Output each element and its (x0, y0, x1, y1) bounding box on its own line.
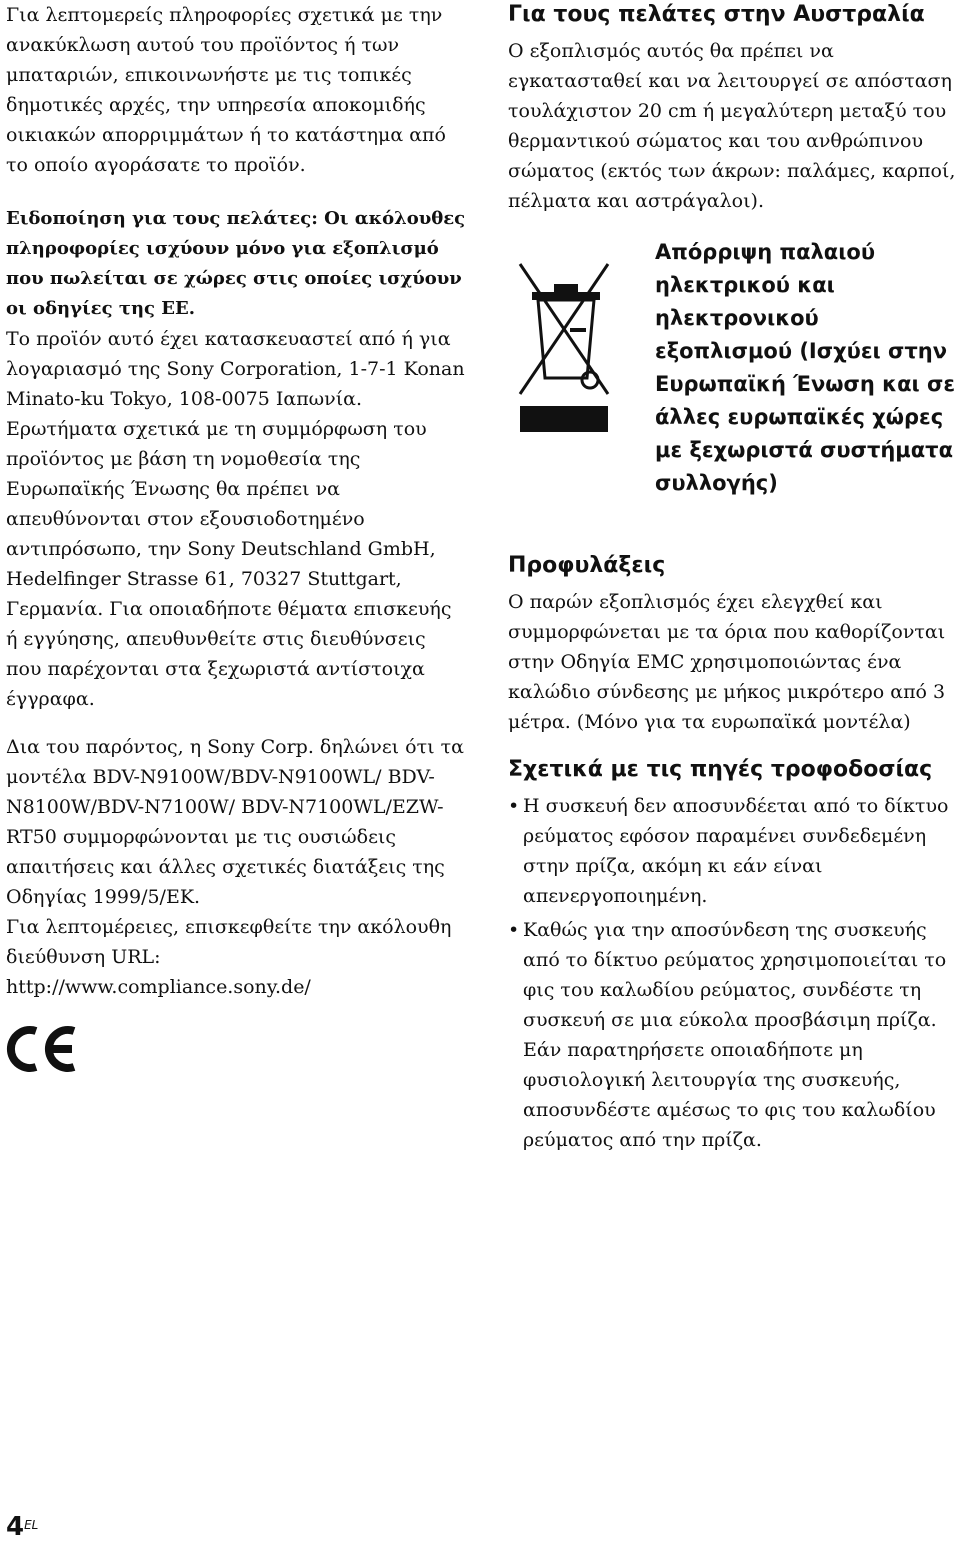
power-bullet-list (508, 791, 960, 1155)
power-bullet-1: • Η συσκευή δεν αποσυνδέεται από το δίκτυο ρεύματος εφόσον παραμένει συνδεδεμένη στην πρίζα, ακόμη κι εάν είναι απενεργοποιημένη. (508, 791, 960, 911)
australia-heading: Για τους πελάτες στην Αυστραλία (508, 2, 925, 27)
details-paragraph: Για λεπτομέρειες, επισκεφθείτε την ακόλουθη διεύθυνση URL: (6, 916, 452, 968)
declaration-paragraph: Δια του παρόντος, η Sony Corp. δηλώνει ότι τα μοντέλα BDV-N9100W/BDV-N9100WL/ BDV-N8100W/BDV-N7100W/ BDV-N7100WL/EZW-RT50 συμμορφώνονται με τις ουσιώδεις απαιτήσεις και άλλες σχετικές διατάξεις της Οδηγίας 1999/5/ΕΚ. (6, 736, 464, 908)
weee-title: Απόρριψη παλαιού ηλεκτρικού και ηλεκτρονικού εξοπλισμού (Ισχύει στην Ευρωπαϊκή Ένωση και σε άλλες ευρωπαϊκές χώρες με ξεχωριστά συστήματα συλλογής) (655, 240, 956, 495)
manufacturer-paragraph: Το προϊόν αυτό έχει κατασκευαστεί από ή για λογαριασμό της Sony Corporation, 1-7-1 Konan Minato-ku Tokyo, 108-0075 Ιαπωνία. Ερωτήματα σχετικά με τη συμμόρφωση του προϊόντος με βάση τη νομοθεσία της Ευρωπαϊκής Ένωσης θα πρέπει να απευθύνονται στον εξουσιοδοτημένο αντιπρόσωπο, την Sony Deutschland GmbH, Hedelfinger Strasse 61, 70327 Stuttgart, Γερμανία. Για οποιαδήποτε θέματα επισκευής ή εγγύησης, απευθυνθείτε στις διευθύνσεις που παρέχονται στα ξεχωριστά αντίστοιχα έγγραφα. (6, 328, 465, 710)
precautions-text: Ο παρών εξοπλισμός έχει ελεγχθεί και συμμορφώνεται με τα όρια που καθορίζονται στην Οδηγία EMC χρησιμοποιώντας ένα καλώδιο σύνδεσης με μήκος μικρότερο από 3 μέτρα. (Μόνο για τα ευρωπαϊκά μοντέλα) (508, 591, 946, 733)
australia-text: Ο εξοπλισμός αυτός θα πρέπει να εγκατασταθεί και να λειτουργεί σε απόσταση τουλάχιστον 20 cm ή μεγαλύτερη μεταξύ του θερμαντικού σώματος και του ανθρώπινου σώματος (εκτός των άκρων: παλάμες, καρποί, πέλματα και αστράγαλοι). (508, 40, 956, 212)
crossed-out-wheelie-bin-icon (516, 258, 616, 440)
recycling-paragraph: Για λεπτομερείς πληροφορίες σχετικά με την ανακύκλωση αυτού του προϊόντος ή των μπαταριών, επικοινωνήστε με τις τοπικές δημοτικές αρχές, την υπηρεσία αποκομιδής οικιακών απορριμμάτων ή το κατάστημα από το οποίο αγοράσατε το προϊόν. (6, 4, 446, 176)
precautions-heading: Προφυλάξεις (508, 553, 666, 578)
left-column (6, 0, 466, 1074)
page-language-suffix: EL (24, 1518, 39, 1532)
page-number (6, 1512, 38, 1542)
weee-section (508, 236, 960, 536)
power-heading: Σχετικά με τις πηγές τροφοδοσίας (508, 757, 933, 782)
compliance-url: http://www.compliance.sony.de/ (6, 976, 311, 998)
right-column (508, 0, 960, 1155)
page-number-value: 4 (6, 1512, 25, 1542)
eu-notice: Ειδοποίηση για τους πελάτες: Οι ακόλουθες πληροφορίες ισχύουν μόνο για εξοπλισμό που πωλείται σε χώρες στις οποίες ισχύουν οι οδηγίες της ΕΕ. (6, 208, 466, 319)
power-bullet-2: • Καθώς για την αποσύνδεση της συσκευής από το δίκτυο ρεύματος χρησιμοποιείται το φις του καλωδίου ρεύματος, συνδέστε τη συσκευή σε μια εύκολα προσβάσιμη πρίζα. Εάν παρατηρήσετε οποιαδήποτε μη φυσιολογική λειτουργία της συσκευής, αποσυνδέστε αμέσως το φις του καλωδίου ρεύματος από την πρίζα. (508, 915, 960, 1155)
ce-mark-icon (6, 1024, 78, 1074)
